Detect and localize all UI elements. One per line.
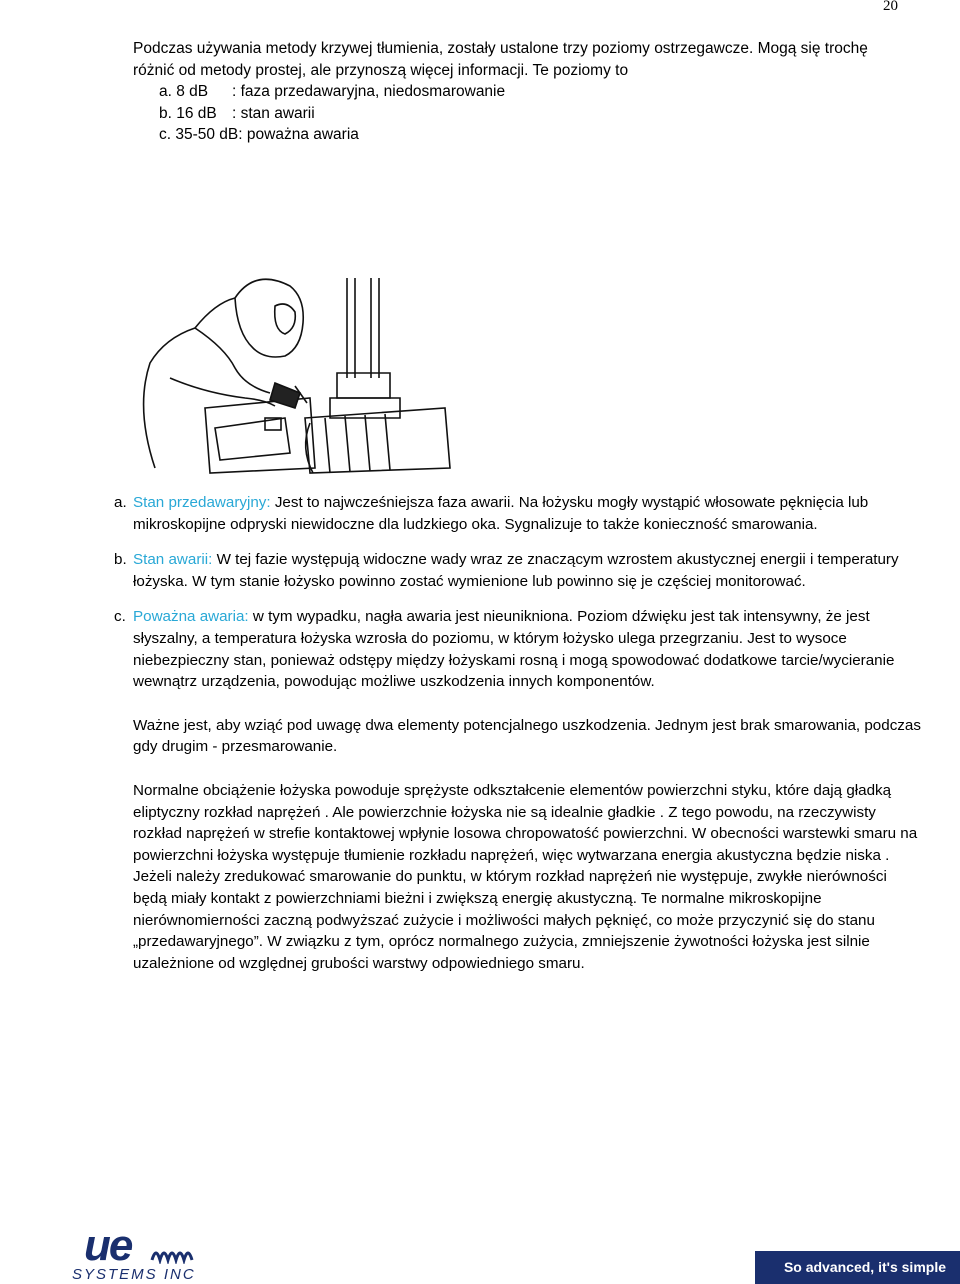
stage-item-catastrophic <box>114 606 923 692</box>
footer <box>0 1218 960 1284</box>
item-marker: a. <box>114 494 127 511</box>
level-item: c. 35-50 dB: poważna awaria <box>159 126 359 143</box>
stage-item-prefailure <box>114 492 923 535</box>
page-number: 20 <box>883 0 898 14</box>
stage-description: w tym wypadku, nagła awaria jest nieunikniona. Poziom dźwięku jest tak intensywny, że jest słyszalny, a temperatura łożyska wzrosła do poziomu, w którym łożysko ulega przegrzaniu. Jest to wysoce niebezpieczny stan, ponieważ odstępy między łożyskami rosną i mogą spowodować dodatkowe tarcie/wycieranie wewnątrz urządzenia, powodując możliwe uszkodzenia innych komponentów. <box>133 608 895 691</box>
logo-subtitle: SYSTEMS INC <box>72 1266 196 1283</box>
stage-description: Jest to najwcześniejsza faza awarii. Na łożysku mogły wystąpić włosowate pęknięcia lub mikroskopijne odpryski niewidoczne dla ludzkiego oka. Sygnalizuje to także konieczność smarowania. <box>133 494 869 533</box>
intro-text: Podczas używania metody krzywej tłumienia, zostały ustalone trzy poziomy ostrzegawcze. Mogą się trochę różnić od metody prostej, ale przynoszą więcej informacji. Te poziomy to <box>133 40 868 79</box>
stage-term: Stan przedawaryjny: <box>133 494 271 511</box>
ue-systems-logo: ue <box>84 1221 132 1270</box>
stage-term: Poważna awaria: <box>133 608 249 626</box>
paragraph: Normalne obciążenie łożyska powoduje sprężyste odkształcenie elementów powierzchni styku, które dają gładką eliptyczny rozkład naprężeń . Ale powierzchnie łożyska nie są idealnie gładkie . Z tego powodu, na rzeczywisty rozkład naprężeń w strefie kontaktowej wpłynie losowa chropowatość powierzchni. W obecności warstewki smaru na powierzchni łożyska występuje tłumienie rozkładu naprężeń, więc wytwarzana energia akustyczna będzie niska . Jeżeli należy zredukować smarowanie do punktu, w którym rozkład naprężeń nie występuje, zwykłe nierówności będą miały kontakt z powierzchniami bieżni i zwiększą energię akustyczną. Te normalne mikroskopijne nierównomierności zaczną podwyższać zużycie i możliwości małych pęknięć, co może przyczynić się do stanu „przedawaryjnego”. W związku z tym, oprócz normalnego zużycia, zmniejszenie żywotności łożyska jest silnie uzależnione od względnej grubości warstwy odpowiedniego smaru. <box>133 781 918 972</box>
stage-item-failure <box>114 549 923 592</box>
stage-term: Stan awarii: <box>133 551 213 569</box>
level-item: b. 16 dB : stan awarii <box>159 104 315 122</box>
paragraph: Ważne jest, aby wziąć pod uwagę dwa elementy potencjalnego uszkodzenia. Jednym jest brak smarowania, podczas gdy drugim - przesmarowanie. <box>133 716 921 756</box>
level-item: a. 8 dB : faza przedawaryjna, niedosmarowanie <box>159 83 506 100</box>
item-marker: c. <box>114 608 126 626</box>
sound-wave-icon <box>150 1244 196 1264</box>
intro-section <box>133 38 913 146</box>
technician-inspecting-bearing-illustration <box>125 268 455 478</box>
stage-description: W tej fazie występują widoczne wady wraz ze znaczącym wzrostem akustycznej energii i temperatury łożyska. W tym stanie łożysko powinno zostać wymienione lub powinno się je częściej monitorować. <box>133 551 899 590</box>
slogan-banner <box>755 1251 960 1284</box>
main-content <box>114 492 923 988</box>
item-marker: b. <box>114 551 127 569</box>
slogan-text: So advanced, it's simple <box>783 1259 946 1275</box>
